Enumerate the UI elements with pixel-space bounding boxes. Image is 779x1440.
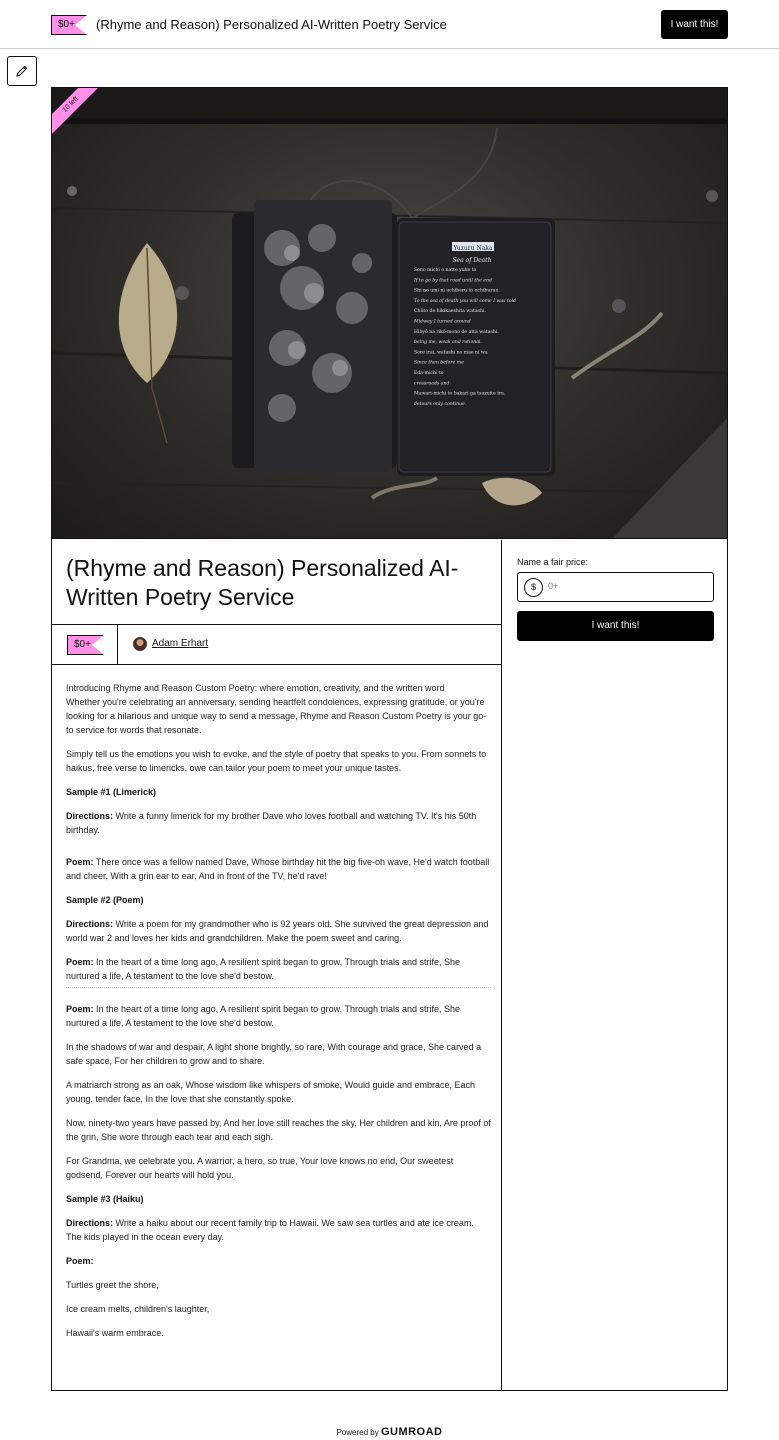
- sample-2-directions: Directions: Write a poem for my grandmother who is 92 years old. She survived the great depression and world war 2 and loves her kids and grandchildren. Make the poem sweet and caring.: [66, 919, 489, 943]
- sample-1-directions: Directions: Write a funny limerick for my brother Dave who loves football and watching TV. It's his 50th birthday.: [66, 811, 477, 835]
- author-avatar: [133, 637, 147, 651]
- top-bar: [0, 0, 779, 49]
- powered-by-text: Powered by: [336, 1428, 379, 1437]
- cover-book-line: Shi no umi ni uchiberu to ochiburue.: [414, 288, 500, 294]
- header-price-tag: $0+: [51, 15, 87, 35]
- cover-image: [52, 88, 727, 539]
- sample-3-poem-label: Poem:: [66, 1256, 94, 1266]
- cover-book-line: Since then before me: [414, 360, 464, 366]
- stock-ribbon: 10 left: [52, 88, 108, 142]
- cover-book-line: Chūto de hikikaeshita watashi.: [414, 309, 486, 315]
- desc-intro-2: Whether you're celebrating an anniversary, sending heartfelt condolences, expressing gratitude, or you're looking for a hilarious and unique way to send a message, Rhyme and Reason Custom Poetry is your go-to service for words that resonate.: [66, 697, 487, 735]
- author-link[interactable]: Adam Erhart: [152, 638, 209, 649]
- price-input[interactable]: [548, 581, 698, 591]
- product-card: [51, 87, 728, 1391]
- sample-2-heading: Sample #2 (Poem): [66, 895, 144, 905]
- edit-button[interactable]: [7, 56, 37, 86]
- header-buy-button[interactable]: I want this!: [661, 10, 728, 39]
- cover-book-line: detours only continue.: [414, 401, 467, 407]
- sample-2-stanza-4: Now, ninety-two years have passed by, And her love still reaches the sky, Her children and kin, Are proof of the grin, She wore through each tear and each sigh.: [66, 1118, 491, 1142]
- cover-book-title: Sea of Death: [452, 257, 492, 264]
- cover-illustration: [52, 88, 727, 539]
- price-input-wrapper[interactable]: [517, 572, 714, 602]
- product-description: [66, 681, 491, 1350]
- sample-2-stanza-2: In the shadows of war and despair, A light shone brightly, so rare, With courage and grace, She carved a safe space, For her children to grow and to share.: [66, 1042, 482, 1066]
- fair-price-label: Name a fair price:: [517, 557, 589, 567]
- cover-book-line: To the sea of death you will come I was told: [414, 298, 517, 304]
- cover-book-line: Sono michi o natte yuke to: [414, 268, 477, 273]
- gumroad-logo[interactable]: GUMROAD: [380, 1426, 443, 1438]
- product-details: [52, 540, 502, 1391]
- sample-1-poem: Poem: There once was a fellow named Dave, Whose birthday hit the big five-oh wave, He'd watch football and cheer, With a grin ear to ear, And in front of the TV, he'd rave!: [66, 857, 490, 881]
- buy-button[interactable]: I want this!: [517, 611, 714, 641]
- haiku-line-2: Ice cream melts, children's laughter,: [66, 1304, 210, 1314]
- sample-1-heading: Sample #1 (Limerick): [66, 787, 157, 797]
- pencil-icon: [16, 65, 28, 77]
- powered-by-footer: [0, 1426, 779, 1438]
- dollar-icon: $: [524, 578, 543, 597]
- cover-book-line: Hibyō na rikō-mono de atta watashi.: [414, 329, 499, 335]
- description-divider: [66, 987, 491, 988]
- desc-intro-1: Introducing Rhyme and Reason Custom Poetry: where emotion, creativity, and the written word: [66, 683, 445, 693]
- meta-divider: [117, 625, 118, 664]
- haiku-line-3: Hawaii's warm embrace.: [66, 1328, 164, 1338]
- cover-book-line: Mawari-michi to bakari ga tsuzuite iru.: [414, 391, 506, 397]
- product-price-tag: $0+: [67, 635, 104, 655]
- sample-3-directions: Directions: Write a haiku about our recent family trip to Hawaii. We saw sea turtles and ate ice cream. The kids played in the ocean every day.: [66, 1218, 474, 1242]
- sample-2-stanza-3: A matriarch strong as an oak, Whose wisdom like whispers of smoke, Would guide and embrace, Each young, tender face, In the love that she constantly spoke.: [66, 1080, 476, 1104]
- cover-book-line: being me, weak and rational.: [414, 340, 482, 346]
- haiku-line-1: Turtles greet the shore,: [66, 1280, 159, 1290]
- cover-book-line: Midway I turned around: [414, 319, 471, 325]
- cover-book-line: Eda-michi to: [414, 371, 444, 376]
- sample-2-stanza-5: For Grandma, we celebrate you, A warrior, a hero, so true, Your love knows no end, Our sweetest godsend, Forever our hearts will hold you.: [66, 1156, 454, 1180]
- desc-intro-3: Simply tell us the emotions you wish to evoke, and the style of poetry that speaks to you. From sonnets to haikus, free verse to limericks, owe can tailor your poem to meet your unique tastes.: [66, 749, 487, 773]
- purchase-panel: [503, 540, 727, 1391]
- product-meta-row: [52, 624, 501, 665]
- cover-book-line: crossroads and: [414, 381, 450, 387]
- product-title: (Rhyme and Reason) Personalized AI-Written Poetry Service: [66, 555, 459, 610]
- header-product-title: (Rhyme and Reason) Personalized AI-Written Poetry Service: [96, 17, 447, 32]
- sample-2-poem-repeat: Poem: In the heart of a time long ago, A resilient spirit began to grow, Through trials and strife, She nurtured a life, A testament to the love she'd bestow.: [66, 1004, 461, 1028]
- cover-book-line: If to go by that road until the end: [414, 278, 492, 284]
- cover-book-line: Sore irai, watashi no mae ni wa: [414, 350, 488, 356]
- sample-2-poem: Poem: In the heart of a time long ago, A resilient spirit began to grow, Through trials and strife, She nurtured a life, A testament to the love she'd bestow.: [66, 957, 461, 981]
- svg-text:Yuzuru Naka: Yuzuru Naka: [453, 245, 493, 252]
- sample-3-heading: Sample #3 (Haiku): [66, 1194, 144, 1204]
